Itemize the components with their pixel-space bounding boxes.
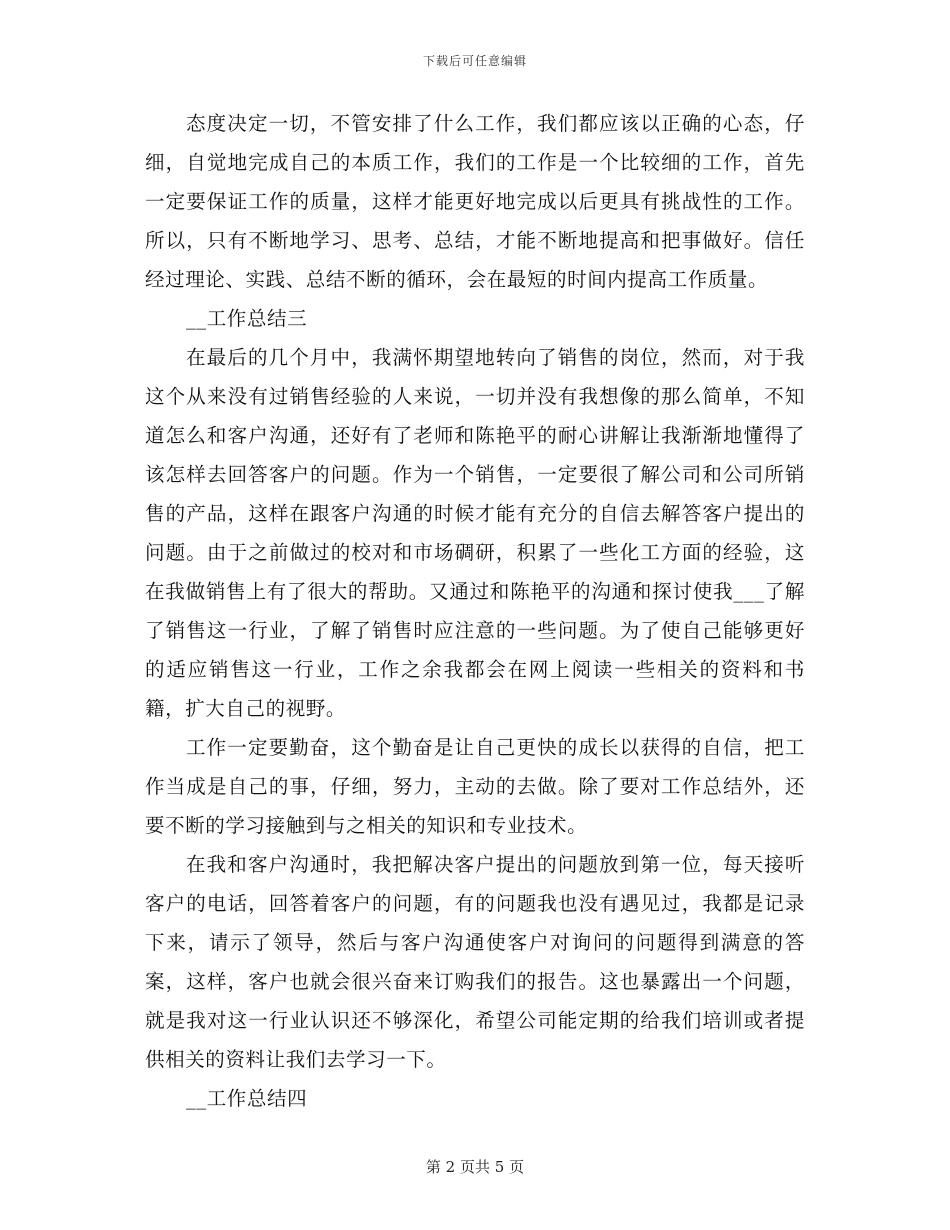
page-header: 下载后可任意编辑 bbox=[422, 54, 527, 68]
section-heading: __工作总结四 bbox=[186, 1087, 308, 1110]
page-footer: 第 2 页共 5 页 bbox=[425, 1158, 525, 1176]
paragraph: 工作一定要勤奋，这个勤奋是让自己更快的成长以获得的自信，把工作当成是自己的事，仔细，努力，主动的去做。除了要对工作总结外，还要不断的学习接触到与之相关的知识和专业技术。 bbox=[145, 736, 805, 837]
paragraph: 态度决定一切，不管安排了什么工作，我们都应该以正确的心态，仔细，自觉地完成自己的本质工作，我们的工作是一个比较细的工作，首先一定要保证工作的质量，这样才能更好地完成以后更具有挑战性的工作。所以，只有不断地学习、思考、总结，才能不断地提高和把事做好。信任经过理论、实践、总结不断的循环，会在最短的时间内提高工作质量。 bbox=[145, 112, 805, 291]
section-heading: __工作总结三 bbox=[186, 307, 308, 330]
document-body bbox=[145, 104, 805, 1118]
paragraph: 在我和客户沟通时，我把解决客户提出的问题放到第一位，每天接听客户的电话，回答着客户的问题，有的问题我也没有遇见过，我都是记录下来，请示了领导，然后与客户沟通使客户对询问的问题得到满意的答案，这样，客户也就会很兴奋来订购我们的报告。这也暴露出一个问题，就是我对这一行业认识还不够深化，希望公司能定期的给我们培训或者提供相关的资料让我们去学习一下。 bbox=[145, 853, 805, 1071]
paragraph: 在最后的几个月中，我满怀期望地转向了销售的岗位，然而，对于我这个从来没有过销售经验的人来说，一切并没有我想像的那么简单，不知道怎么和客户沟通，还好有了老师和陈艳平的耐心讲解让我渐渐地懂得了该怎样去回答客户的问题。作为一个销售，一定要很了解公司和公司所销售的产品，这样在跟客户沟通的时候才能有充分的自信去解答客户提出的问题。由于之前做过的校对和市场碉研，积累了一些化工方面的经验，这在我做销售上有了很大的帮助。又通过和陈艳平的沟通和探讨使我___了解了销售这一行业，了解了销售时应注意的一些问题。为了使自己能够更好的适应销售这一行业，工作之余我都会在网上阅读一些相关的资料和书籍，扩大自己的视野。 bbox=[145, 346, 805, 720]
